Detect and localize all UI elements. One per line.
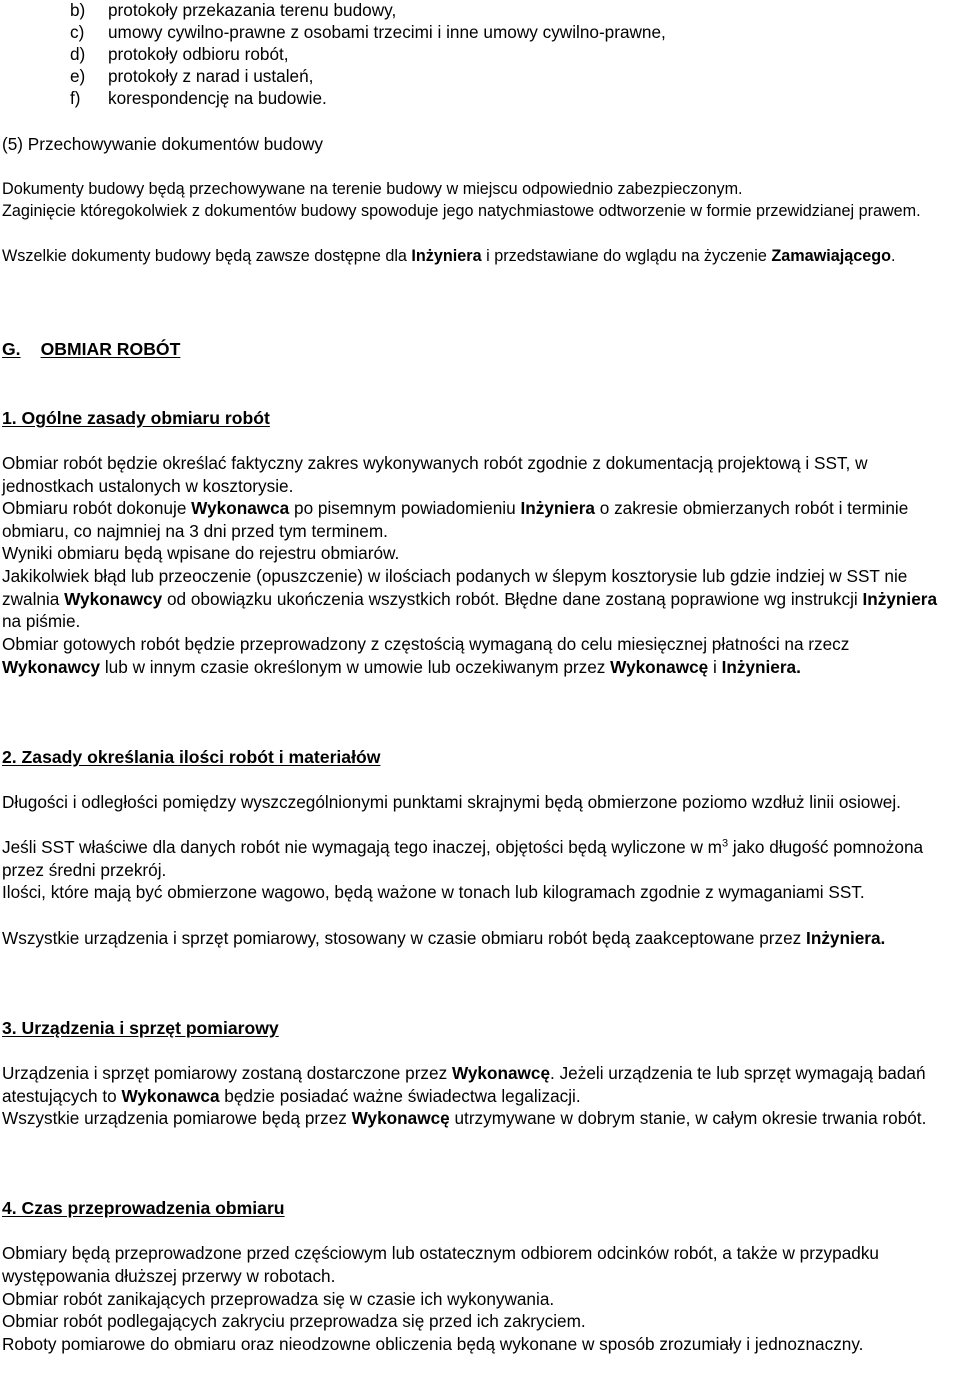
section-1-paragraph: Obmiaru robót dokonuje Wykonawca po pisemnym powiadomieniu Inżyniera o zakresie obmierzanych robót i terminie obmiaru, co najmniej na 3 dni przed tym terminem.: [2, 498, 909, 541]
list-text: umowy cywilno-prawne z osobami trzecimi i inne umowy cywilno-prawne,: [108, 22, 666, 42]
section-2-paragraph: Jeśli SST właściwe dla danych robót nie wymagają tego inaczej, objętości będą wyliczone w $m^3$ jako długość pomnożona przez średni przekrój.: [2, 837, 924, 880]
list-text: protokoły przekazania terenu budowy,: [108, 0, 397, 20]
list-text: protokoły z narad i ustaleń,: [108, 66, 314, 86]
section-g-title: OBMIAR ROBÓT: [40, 339, 181, 359]
section-5-title: (5) Przechowywanie dokumentów budowy: [2, 134, 323, 154]
section-5-paragraph: Zaginięcie któregokolwiek z dokumentów budowy spowoduje jego natychmiastowe odtworzenie w formie przewidzianej prawem.: [2, 202, 921, 220]
list-letter: f): [70, 88, 81, 108]
list-item: [70, 44, 289, 65]
list-item: [70, 0, 396, 21]
section-4-paragraph: Obmiar robót zanikających przeprowadza się w czasie ich wykonywania.: [2, 1289, 555, 1309]
section-g-heading: [2, 338, 180, 360]
section-3-paragraph: Wszystkie urządzenia pomiarowe będą przez Wykonawcę utrzymywane w dobrym stanie, w całym okresie trwania robót.: [2, 1108, 927, 1128]
list-item: [70, 66, 313, 87]
section-4-paragraph: Obmiary będą przeprowadzone przed częściowym lub ostatecznym odbiorem odcinków robót, a także w przypadku występowania dłuższej przerwy w robotach.: [2, 1243, 879, 1286]
section-2-paragraph: Długości i odległości pomiędzy wyszczególnionymi punktami skrajnymi będą obmierzone poziomo wzdłuż linii osiowej.: [2, 792, 901, 812]
list-letter: b): [70, 0, 86, 20]
section-1-paragraph: Jakikolwiek błąd lub przeoczenie (opuszczenie) w ilościach podanych w ślepym kosztorysie lub gdzie indziej w SST nie zwalnia Wykonawcy od obowiązku ukończenia wszystkich robót. Błędne dane zostaną poprawione wg instrukcji Inżyniera na piśmie.: [2, 566, 938, 632]
section-3-title: 3. Urządzenia i sprzęt pomiarowy: [2, 1018, 279, 1038]
section-2-paragraph: Ilości, które mają być obmierzone wagowo, będą ważone w tonach lub kilogramach zgodnie z wymaganiami SST.: [2, 882, 865, 902]
list-item: [70, 22, 666, 43]
section-3-paragraph: Urządzenia i sprzęt pomiarowy zostaną dostarczone przez Wykonawcę. Jeżeli urządzenia te lub sprzęt wymagają badań atestujących to Wykonawca będzie posiadać ważne świadectwa legalizacji.: [2, 1063, 926, 1106]
section-4-paragraph: Obmiar robót podlegających zakryciu przeprowadza się przed ich zakryciem.: [2, 1311, 586, 1331]
list-letter: d): [70, 44, 86, 64]
list-text: protokoły odbioru robót,: [108, 44, 289, 64]
section-5-paragraph: Dokumenty budowy będą przechowywane na terenie budowy w miejscu odpowiednio zabezpieczonym.: [2, 180, 743, 198]
section-1-title: 1. Ogólne zasady obmiaru robót: [2, 408, 270, 428]
section-2-paragraph: Wszystkie urządzenia i sprzęt pomiarowy, stosowany w czasie obmiaru robót będą zaakceptowane przez Inżyniera.: [2, 928, 886, 948]
section-5-paragraph: Wszelkie dokumenty budowy będą zawsze dostępne dla Inżyniera i przedstawiane do wglądu na życzenie Zamawiającego.: [2, 247, 896, 265]
section-1-paragraph: Obmiar gotowych robót będzie przeprowadzony z częstością wymaganą do celu miesięcznej płatności na rzecz Wykonawcy lub w innym czasie określonym w umowie lub oczekiwanym przez Wykonawcę i Inżyniera.: [2, 634, 850, 677]
section-2-title: 2. Zasady określania ilości robót i materiałów: [2, 747, 381, 767]
list-item: [70, 88, 327, 109]
list-text: korespondencję na budowie.: [108, 88, 327, 108]
section-4-title: 4. Czas przeprowadzenia obmiaru: [2, 1198, 285, 1218]
section-g-letter: G.: [2, 339, 21, 359]
section-4-paragraph: Roboty pomiarowe do obmiaru oraz nieodzowne obliczenia będą wykonane w sposób zrozumiały i jednoznaczny.: [2, 1334, 864, 1354]
superscript: 3: [722, 837, 729, 850]
section-1-paragraph: Wyniki obmiaru będą wpisane do rejestru obmiarów.: [2, 543, 400, 563]
list-letter: e): [70, 66, 86, 86]
section-1-paragraph: Obmiar robót będzie określać faktyczny zakres wykonywanych robót zgodnie z dokumentacją projektową i SST, w jednostkach ustalonych w kosztorysie.: [2, 453, 868, 496]
list-letter: c): [70, 22, 85, 42]
